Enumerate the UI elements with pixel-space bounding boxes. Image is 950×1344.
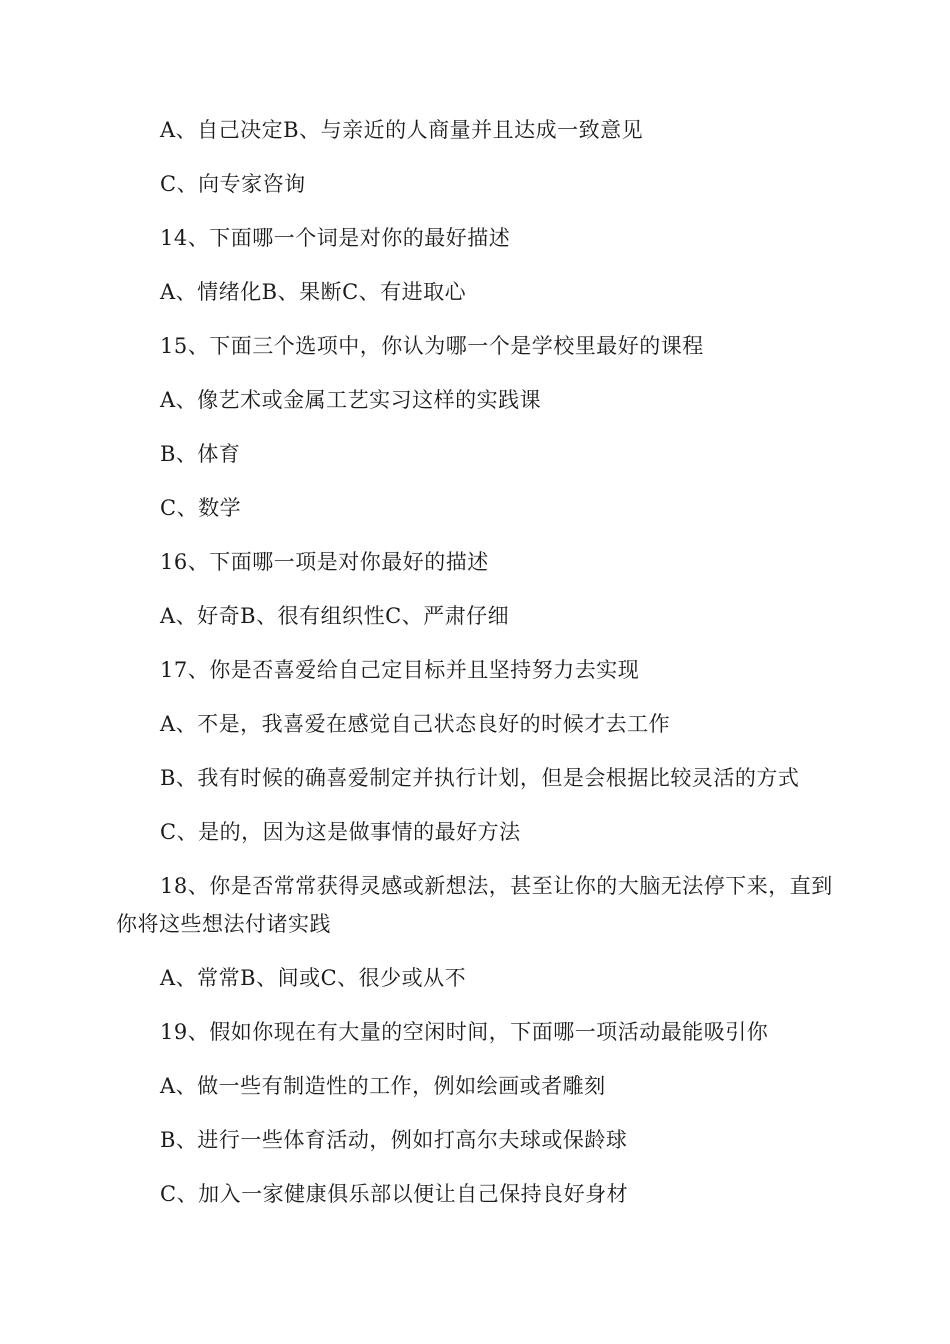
question-14: 14、下面哪一个词是对你的最好描述 <box>160 226 511 250</box>
question-18: 18、你是否常常获得灵感或新想法，甚至让你的大脑无法停下来，直到你将这些想法付诸实践 <box>116 874 833 936</box>
answer-line-q15-b: B、体育 <box>160 442 241 466</box>
question-17: 17、你是否喜爱给自己定目标并且坚持努力去实现 <box>160 658 640 682</box>
answer-line-q17-b: B、我有时候的确喜爱制定并执行计划，但是会根据比较灵活的方式 <box>160 766 800 790</box>
question-15: 15、下面三个选项中，你认为哪一个是学校里最好的课程 <box>160 334 704 358</box>
answer-line-q15-a: A、像艺术或金属工艺实习这样的实践课 <box>160 388 542 412</box>
answer-line-q15-c: C、数学 <box>160 496 242 520</box>
answer-line-q16: A、好奇B、很有组织性C、严肃仔细 <box>160 604 510 628</box>
answer-line-q14: A、情绪化B、果断C、有进取心 <box>160 280 467 304</box>
answer-line-q19-c: C、加入一家健康俱乐部以便让自己保持良好身材 <box>160 1182 629 1206</box>
question-19: 19、假如你现在有大量的空闲时间，下面哪一项活动最能吸引你 <box>160 1020 769 1044</box>
answer-line-q19-a: A、做一些有制造性的工作，例如绘画或者雕刻 <box>160 1074 606 1098</box>
question-16: 16、下面哪一项是对你最好的描述 <box>160 550 489 574</box>
answer-line-q13-c: C、向专家咨询 <box>160 172 306 196</box>
answer-line-q17-a: A、不是，我喜爱在感觉自己状态良好的时候才去工作 <box>160 712 671 736</box>
answer-line-q17-c: C、是的，因为这是做事情的最好方法 <box>160 820 521 844</box>
answer-line-q18: A、常常B、间或C、很少或从不 <box>160 966 467 990</box>
answer-line-q19-b: B、进行一些体育活动，例如打高尔夫球或保龄球 <box>160 1128 628 1152</box>
answer-line-q13: A、自己决定B、与亲近的人商量并且达成一致意见 <box>160 118 644 142</box>
